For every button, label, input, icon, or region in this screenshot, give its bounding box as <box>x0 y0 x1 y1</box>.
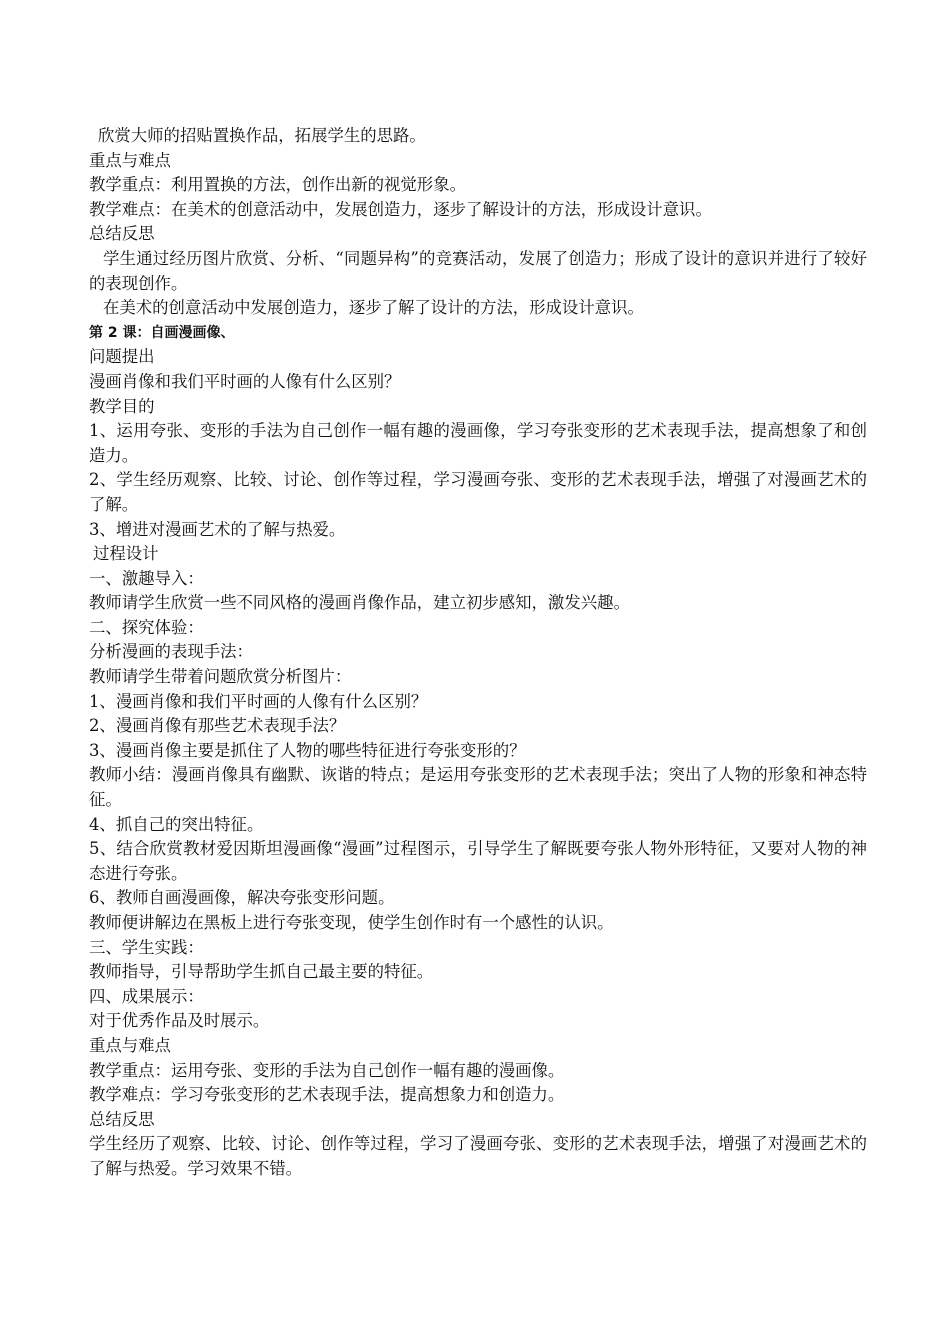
question-item-3: 3、漫画肖像主要是抓住了人物的哪些特征进行夸张变形的？ <box>89 740 526 760</box>
paragraph-teaching-difficulty: 教学难点：在美术的创意活动中，发展创造力，逐步了解设计的方法，形成设计意识。 <box>89 199 712 219</box>
question-item-2: 2、漫画肖像有那些艺术表现手法？ <box>89 716 346 736</box>
step-1-text: 教师请学生欣赏一些不同风格的漫画肖像作品，建立初步感知，激发兴趣。 <box>89 593 630 613</box>
question-item-1: 1、漫画肖像和我们平时画的人像有什么区别？ <box>89 691 428 711</box>
heading-summary: 总结反思 <box>89 224 155 244</box>
paragraph-appreciate-masters: 欣赏大师的招贴置换作品，拓展学生的思路。 <box>98 126 426 145</box>
lesson-title: 第 2 课：自画漫画像、 <box>89 324 235 341</box>
paragraph-summary-3: 学生经历了观察、比较、讨论、创作等过程，学习了漫画夸张、变形的艺术表现手法，增强了对漫画艺术的了解与热爱。学习效果不错。 <box>89 1134 867 1178</box>
purpose-item-1: 1、运用夸张、变形的手法为自己创作一幅有趣的漫画像，学习夸张变形的艺术表现手法，提高想象了和创造力。 <box>89 421 867 465</box>
teacher-demo-text: 教师便讲解边在黑板上进行夸张变现，使学生创作时有一个感性的认识。 <box>89 913 614 932</box>
heading-key-points: 重点与难点 <box>89 150 171 170</box>
heading-process-design: 过程设计 <box>93 544 159 564</box>
step-2-intro: 教师请学生带着问题欣赏分析图片： <box>89 667 352 687</box>
heading-question: 问题提出 <box>89 347 155 367</box>
step-heading-1: 一、激趣导入： <box>89 568 204 588</box>
paragraph-teaching-difficulty-2: 教学难点：学习夸张变形的艺术表现手法，提高想象力和创造力。 <box>89 1085 565 1105</box>
paragraph-question: 漫画肖像和我们平时画的人像有什么区别？ <box>89 371 401 391</box>
heading-summary-2: 总结反思 <box>89 1109 155 1129</box>
heading-teaching-purpose: 教学目的 <box>89 396 155 416</box>
paragraph-teaching-focus: 教学重点：利用置换的方法，创作出新的视觉形象。 <box>89 175 466 195</box>
step-4-text: 对于优秀作品及时展示。 <box>89 1011 270 1031</box>
document-page <box>89 124 867 1182</box>
step-heading-4: 四、成果展示： <box>89 986 204 1006</box>
purpose-item-3: 3、增进对漫画艺术的了解与热爱。 <box>89 519 346 539</box>
step-2-subheading: 分析漫画的表现手法： <box>89 642 253 662</box>
teacher-summary: 教师小结：漫画肖像具有幽默、诙谐的特点；是运用夸张变形的艺术表现手法；突出了人物的形象和神态特征。 <box>89 765 867 810</box>
question-item-6: 6、教师自画漫画像，解决夸张变形问题。 <box>89 888 395 908</box>
step-heading-3: 三、学生实践： <box>89 937 204 957</box>
paragraph-summary-1: 学生通过经历图片欣赏、分析、“同题异构”的竞赛活动，发展了创造力；形成了设计的意识并进行了较好的表现创作。 <box>89 248 867 293</box>
paragraph-summary-2: 在美术的创意活动中发展创造力，逐步了解了设计的方法，形成设计意识。 <box>103 298 644 318</box>
heading-key-points-2: 重点与难点 <box>89 1035 171 1055</box>
step-3-text: 教师指导，引导帮助学生抓自己最主要的特征。 <box>89 962 434 982</box>
step-heading-2: 二、探究体验： <box>89 617 204 637</box>
question-item-5: 5、结合欣赏教材爱因斯坦漫画像“漫画”过程图示，引导学生了解既要夸张人物外形特征，又要对人物的神态进行夸张。 <box>89 839 867 883</box>
paragraph-teaching-focus-2: 教学重点：运用夸张、变形的手法为自己创作一幅有趣的漫画像。 <box>89 1060 565 1080</box>
question-item-4: 4、抓自己的突出特征。 <box>89 814 264 834</box>
purpose-item-2: 2、学生经历观察、比较、讨论、创作等过程，学习漫画夸张、变形的艺术表现手法，增强了对漫画艺术的了解。 <box>89 470 867 514</box>
